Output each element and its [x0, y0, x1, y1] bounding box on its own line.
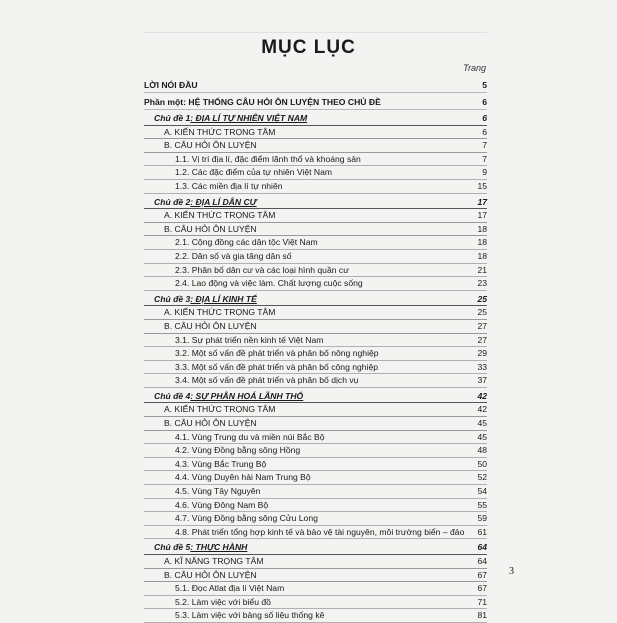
toc-entry-page: 33 — [477, 361, 487, 372]
toc-entry-title — [154, 390, 303, 403]
toc-entry-text: 4.2. Vùng Đồng bằng sông Hồng — [175, 445, 301, 456]
toc-entry-text: 2.2. Dân số và gia tăng dân số — [175, 250, 292, 261]
toc-entry-page: 18 — [477, 223, 487, 234]
toc-entry-page: 64 — [477, 556, 487, 566]
toc-entry-text: B. CÂU HỎI ÔN LUYỆN — [164, 223, 257, 234]
toc-item-row — [144, 264, 487, 278]
toc-entry-title — [175, 499, 268, 512]
page-column-label: Trang — [463, 63, 486, 73]
toc-entry-page: 37 — [477, 375, 487, 386]
toc-entry-text: 2.4. Lao động và việc làm. Chất lượng cuộc sống — [175, 278, 363, 289]
toc-entry-title — [175, 277, 363, 290]
toc-entry-text: : ĐỊA LÍ TỰ NHIÊN VIỆT NAM — [190, 113, 308, 123]
toc-entry-page: 27 — [477, 334, 487, 345]
toc-entry-prefix: Chủ đề 3 — [154, 293, 191, 304]
toc-entry-prefix: Phần một — [144, 97, 184, 107]
toc-entry-title — [175, 582, 284, 595]
toc-entry-page: 5 — [482, 80, 487, 90]
toc-entry-text: : THỰC HÀNH — [190, 542, 248, 553]
toc-entry-text: : SỰ PHÂN HOÁ LÃNH THỔ — [190, 390, 304, 401]
toc-entry-text: LỜI NÓI ĐẦU — [144, 80, 198, 90]
toc-entry-title — [175, 526, 464, 539]
toc-entry-page: 25 — [477, 307, 487, 318]
toc-entry-title — [175, 374, 358, 387]
toc-chapter-row — [144, 541, 487, 555]
toc-entry-text: A. KĨ NĂNG TRỌNG TÂM — [164, 556, 264, 566]
page-number: 3 — [509, 566, 514, 577]
toc-entry-page: 6 — [482, 97, 487, 107]
toc-entry-page: 45 — [477, 418, 487, 429]
toc-entry-title — [175, 180, 283, 193]
toc-item-row — [144, 431, 487, 445]
toc-entry-page: 6 — [482, 113, 487, 123]
toc-entry-title — [175, 444, 300, 457]
toc-entry-text: 4.8. Phát triển tổng hợp kinh tế và bảo vệ tài nguyên, môi trường biển – đảo — [175, 526, 465, 537]
toc-entry-title — [175, 471, 311, 484]
toc-section-row — [144, 555, 487, 569]
toc-entry-text: B. CÂU HỎI ÔN LUYỆN — [164, 140, 257, 151]
toc-entry-page: 64 — [477, 542, 487, 553]
toc-entry-title — [154, 112, 307, 125]
toc-entry-text: A. KIẾN THỨC TRỌNG TÂM — [164, 210, 276, 221]
toc-section-row — [144, 320, 487, 334]
toc-item-row — [144, 444, 487, 458]
toc-item-row — [144, 277, 487, 291]
toc-item-row — [144, 374, 487, 388]
toc-chapter-row — [144, 112, 487, 126]
toc-entry-text: : HỆ THỐNG CÂU HỎI ÔN LUYỆN THEO CHỦ ĐỀ — [183, 97, 381, 107]
toc-entry-page: 17 — [477, 210, 487, 221]
toc-entry-prefix: Chủ đề 1 — [154, 113, 191, 123]
toc-item-row — [144, 471, 487, 485]
toc-entry-title — [175, 153, 361, 166]
toc-entry-text: 3.2. Một số vấn đề phát triển và phân bố nông nghiệp — [175, 348, 379, 359]
toc-entry-page: 61 — [477, 526, 487, 537]
toc-entry-title — [175, 361, 378, 374]
toc-entry-title — [164, 209, 275, 222]
toc-entry-text: 1.3. Các miền địa lí tự nhiên — [175, 180, 283, 191]
toc-item-row — [144, 361, 487, 375]
toc-part-row — [144, 76, 487, 93]
toc-entry-page: 9 — [482, 167, 487, 178]
toc-entry-page: 67 — [477, 569, 487, 580]
toc-item-row — [144, 334, 487, 348]
toc-entry-title — [175, 609, 324, 622]
toc-entry-title — [175, 512, 318, 525]
toc-entry-title — [175, 347, 379, 360]
toc-entry-page: 50 — [477, 458, 487, 469]
toc-entry-text: 1.2. Các đặc điểm của tự nhiên Việt Nam — [175, 167, 333, 178]
toc-entry-text: 4.3. Vùng Bắc Trung Bộ — [175, 458, 267, 469]
toc-section-row — [144, 417, 487, 431]
show-through-line — [144, 32, 487, 33]
toc-entry-text: 1.1. Vị trí địa lí, đặc điểm lãnh thổ và khoáng sản — [175, 153, 361, 164]
toc-entry-page: 7 — [482, 153, 487, 164]
toc-item-row — [144, 180, 487, 194]
toc-entry-title — [175, 264, 349, 277]
toc-entry-text: 3.3. Một số vấn đề phát triển và phân bố công nghiệp — [175, 361, 379, 372]
toc-item-row — [144, 485, 487, 499]
toc-part-row — [144, 93, 487, 110]
toc-entry-page: 81 — [477, 610, 487, 621]
toc-entry-page: 23 — [477, 278, 487, 289]
toc-entry-title — [175, 485, 260, 498]
toc-entry-title — [144, 93, 381, 111]
toc-entry-page: 59 — [477, 513, 487, 524]
toc-entry-text: B. CÂU HỎI ÔN LUYỆN — [164, 569, 257, 580]
toc-entry-text: : ĐỊA LÍ DÂN CƯ — [190, 196, 257, 207]
toc-entry-title — [164, 126, 275, 139]
toc-entry-title — [154, 541, 247, 554]
toc-entry-text: 3.1. Sự phát triển nền kinh tế Việt Nam — [175, 334, 324, 345]
toc-entry-title — [164, 417, 257, 430]
toc-entry-page: 27 — [477, 320, 487, 331]
toc-item-row — [144, 153, 487, 167]
toc-item-row — [144, 499, 487, 513]
toc-item-row — [144, 236, 487, 250]
toc-entry-title — [164, 139, 257, 152]
toc-entry-prefix: Chủ đề 2 — [154, 196, 191, 207]
toc-entry-text: 4.5. Vùng Tây Nguyên — [175, 486, 261, 497]
toc-entry-title — [175, 431, 325, 444]
toc-section-row — [144, 306, 487, 320]
page-title: MỤC LỤC — [261, 37, 356, 58]
table-of-contents — [144, 76, 487, 623]
toc-entry-page: 55 — [477, 499, 487, 510]
toc-entry-title — [175, 166, 332, 179]
toc-entry-text: 2.1. Cộng đồng các dân tộc Việt Nam — [175, 237, 318, 248]
toc-entry-text: B. CÂU HỎI ÔN LUYỆN — [164, 320, 257, 331]
toc-entry-title — [164, 223, 257, 236]
toc-entry-page: 7 — [482, 140, 487, 151]
toc-entry-text: 2.3. Phân bố dân cư và các loại hình quần cư — [175, 264, 349, 275]
toc-entry-text: A. KIẾN THỨC TRỌNG TÂM — [164, 126, 276, 137]
toc-entry-page: 25 — [477, 293, 487, 304]
toc-entry-text: : ĐỊA LÍ KINH TẾ — [190, 293, 257, 304]
toc-entry-title — [175, 250, 292, 263]
toc-entry-title — [164, 403, 275, 416]
toc-section-row — [144, 403, 487, 417]
toc-entry-title — [154, 293, 257, 306]
toc-entry-page: 71 — [477, 596, 487, 607]
toc-entry-page: 18 — [477, 237, 487, 248]
toc-entry-text: 5.3. Làm việc với bảng số liệu thống kê — [175, 610, 325, 621]
toc-entry-page: 17 — [477, 196, 487, 207]
toc-section-row — [144, 126, 487, 140]
toc-item-row — [144, 347, 487, 361]
toc-entry-title — [175, 236, 318, 249]
toc-item-row — [144, 458, 487, 472]
toc-entry-page: 67 — [477, 583, 487, 594]
toc-section-row — [144, 139, 487, 153]
toc-entry-title — [175, 596, 271, 609]
toc-section-row — [144, 209, 487, 223]
toc-item-row — [144, 166, 487, 180]
toc-item-row — [144, 596, 487, 610]
toc-entry-page: 48 — [477, 445, 487, 456]
toc-entry-text: 5.2. Làm việc với biểu đồ — [175, 596, 271, 607]
toc-entry-page: 29 — [477, 348, 487, 359]
toc-entry-prefix: Chủ đề 4 — [154, 390, 191, 401]
toc-entry-page: 54 — [477, 486, 487, 497]
toc-entry-text: A. KIẾN THỨC TRỌNG TÂM — [164, 404, 276, 415]
toc-chapter-row — [144, 293, 487, 307]
toc-entry-page: 21 — [477, 264, 487, 275]
toc-item-row — [144, 526, 487, 540]
toc-item-row — [144, 250, 487, 264]
toc-entry-title — [164, 569, 257, 582]
toc-entry-text: A. KIẾN THỨC TRỌNG TÂM — [164, 307, 276, 318]
toc-item-row — [144, 609, 487, 623]
toc-chapter-row — [144, 196, 487, 210]
toc-entry-title — [175, 334, 323, 347]
toc-entry-text: B. CÂU HỎI ÔN LUYỆN — [164, 418, 257, 429]
toc-entry-page: 42 — [477, 390, 487, 401]
toc-entry-text: 5.1. Đọc Atlat địa lí Việt Nam — [175, 583, 285, 594]
toc-entry-text: 4.4. Vùng Duyên hải Nam Trung Bộ — [175, 472, 311, 483]
toc-entry-title — [154, 196, 257, 209]
toc-entry-page: 45 — [477, 431, 487, 442]
toc-entry-title — [164, 555, 263, 568]
toc-entry-title — [164, 320, 257, 333]
toc-entry-title — [144, 76, 198, 94]
toc-entry-text: 4.7. Vùng Đồng bằng sông Cửu Long — [175, 513, 318, 524]
toc-entry-page: 15 — [477, 180, 487, 191]
toc-item-row — [144, 512, 487, 526]
toc-entry-page: 18 — [477, 250, 487, 261]
toc-entry-title — [164, 306, 275, 319]
toc-chapter-row — [144, 390, 487, 404]
toc-entry-text: 4.1. Vùng Trung du và miền núi Bắc Bộ — [175, 431, 325, 442]
toc-entry-text: 3.4. Một số vấn đề phát triển và phân bố dịch vụ — [175, 375, 359, 386]
toc-entry-prefix: Chủ đề 5 — [154, 542, 191, 553]
toc-item-row — [144, 582, 487, 596]
toc-entry-page: 42 — [477, 404, 487, 415]
toc-section-row — [144, 569, 487, 583]
toc-entry-text: 4.6. Vùng Đông Nam Bộ — [175, 499, 269, 510]
toc-section-row — [144, 223, 487, 237]
toc-entry-page: 52 — [477, 472, 487, 483]
toc-entry-title — [175, 458, 266, 471]
toc-entry-page: 6 — [482, 126, 487, 137]
